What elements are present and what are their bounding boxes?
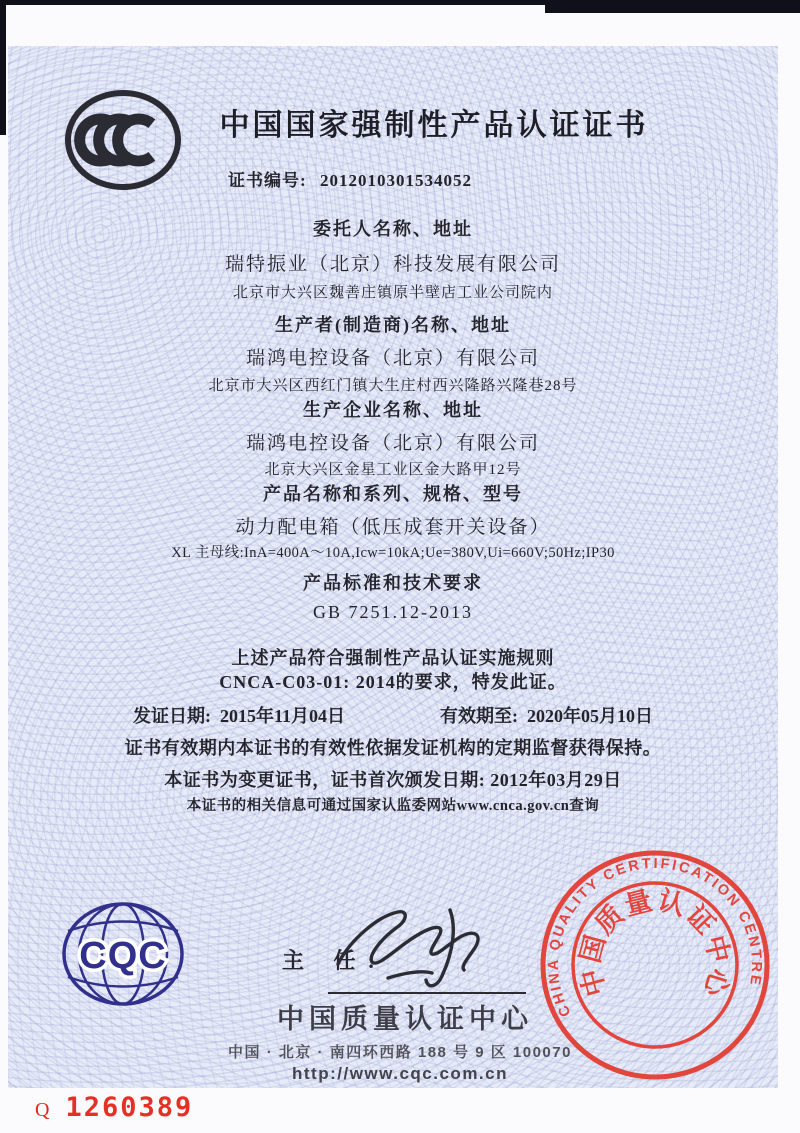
certificate-number-value: 2012010301534052 — [319, 171, 472, 190]
standard-heading: 产品标准和技术要求 — [303, 573, 483, 593]
producer-name: 瑞鸿电控设备（北京）有限公司 — [245, 348, 540, 369]
change-note: 本证书为变更证书，证书首次颁发日期: 2012年03月29日 — [164, 770, 622, 790]
expiry-date-value: 2020年05月10日 — [527, 706, 653, 726]
query-note: 本证书的相关信息可通过国家认监委网站www.cnca.gov.cn查询 — [186, 798, 600, 814]
issue-date-label: 发证日期: — [132, 706, 211, 726]
product-name: 动力配电箱（低压成套开关设备） — [235, 517, 551, 538]
issue-date-value: 2015年11月04日 — [219, 706, 345, 726]
producer-address: 北京市大兴区西红门镇大生庄村西兴隆路兴隆巷28号 — [208, 378, 578, 394]
stamp-inner-textpath: 中国质量认证中心 — [574, 884, 736, 1002]
certificate-number-line — [130, 166, 570, 191]
factory-name: 瑞鸿电控设备（北京）有限公司 — [245, 433, 540, 454]
stamp-inner-text — [575, 885, 735, 1002]
serial-number: 1260389 — [65, 1092, 194, 1123]
standard-value: GB 7251.12-2013 — [313, 602, 473, 622]
certificate-number-label: 证书编号: — [228, 171, 307, 190]
stamp-graphic — [535, 845, 775, 1085]
stamp-outer-textpath: CHINA QUALITY CERTIFICATION CENTRE — [545, 855, 765, 1019]
signature-graphic — [330, 898, 530, 993]
cqc-logo-graphic — [58, 898, 188, 1010]
expiry-date-pair — [440, 702, 653, 728]
director-signature — [330, 898, 530, 993]
signature-stroke-3 — [388, 972, 432, 978]
director-label: 主 任: — [282, 948, 387, 973]
issuer-name: 中国质量认证中心 — [277, 1004, 533, 1034]
certificate-title: 中国国家强制性产品认证证书 — [219, 109, 649, 142]
issuer-website: http://www.cqc.com.cn — [292, 1064, 508, 1083]
ccc-arc-3 — [118, 119, 152, 161]
dates-row — [8, 702, 778, 728]
cqc-logo — [58, 898, 188, 1010]
signature-stroke-1 — [338, 912, 478, 970]
signature-stroke-2 — [426, 910, 453, 986]
expiry-date-label: 有效期至: — [440, 706, 518, 726]
product-heading: 产品名称和系列、规格、型号 — [263, 484, 523, 504]
product-spec: XL 主母线:InA=400A～10A,Icw=10kA;Ue=380V,Ui=660V;50Hz;IP30 — [171, 545, 615, 561]
applicant-name: 瑞特振业（北京）科技发展有限公司 — [224, 254, 561, 275]
scan-edge-left — [0, 0, 6, 135]
factory-heading: 生产企业名称、地址 — [303, 400, 483, 420]
factory-address: 北京大兴区金星工业区金大路甲12号 — [264, 462, 522, 478]
producer-heading: 生产者(制造商)名称、地址 — [275, 315, 511, 335]
signature-underline — [328, 992, 526, 994]
red-stamp — [535, 845, 775, 1085]
cqc-logo-letters: CQC — [79, 935, 167, 977]
applicant-heading: 委托人名称、地址 — [313, 219, 473, 239]
issue-date-pair — [133, 702, 345, 728]
applicant-address: 北京市大兴区魏善庄镇原半壁店工业公司院内 — [232, 285, 553, 301]
serial-prefix: Q — [35, 1099, 50, 1121]
validity-note: 证书有效期内本证书的有效性依据发证机构的定期监督获得保持。 — [124, 738, 662, 758]
stamp-outer-ring — [543, 853, 767, 1077]
serial-number-block — [35, 1092, 193, 1123]
issuer-address: 中国 · 北京 · 南四环西路 188 号 9 区 100070 — [228, 1044, 572, 1061]
scan-edge-top-right — [545, 0, 800, 13]
statement-line-1: 上述产品符合强制性产品认证实施规则 — [231, 648, 555, 668]
statement-line-2: CNCA-C03-01: 2014的要求，特发此证。 — [219, 672, 567, 692]
